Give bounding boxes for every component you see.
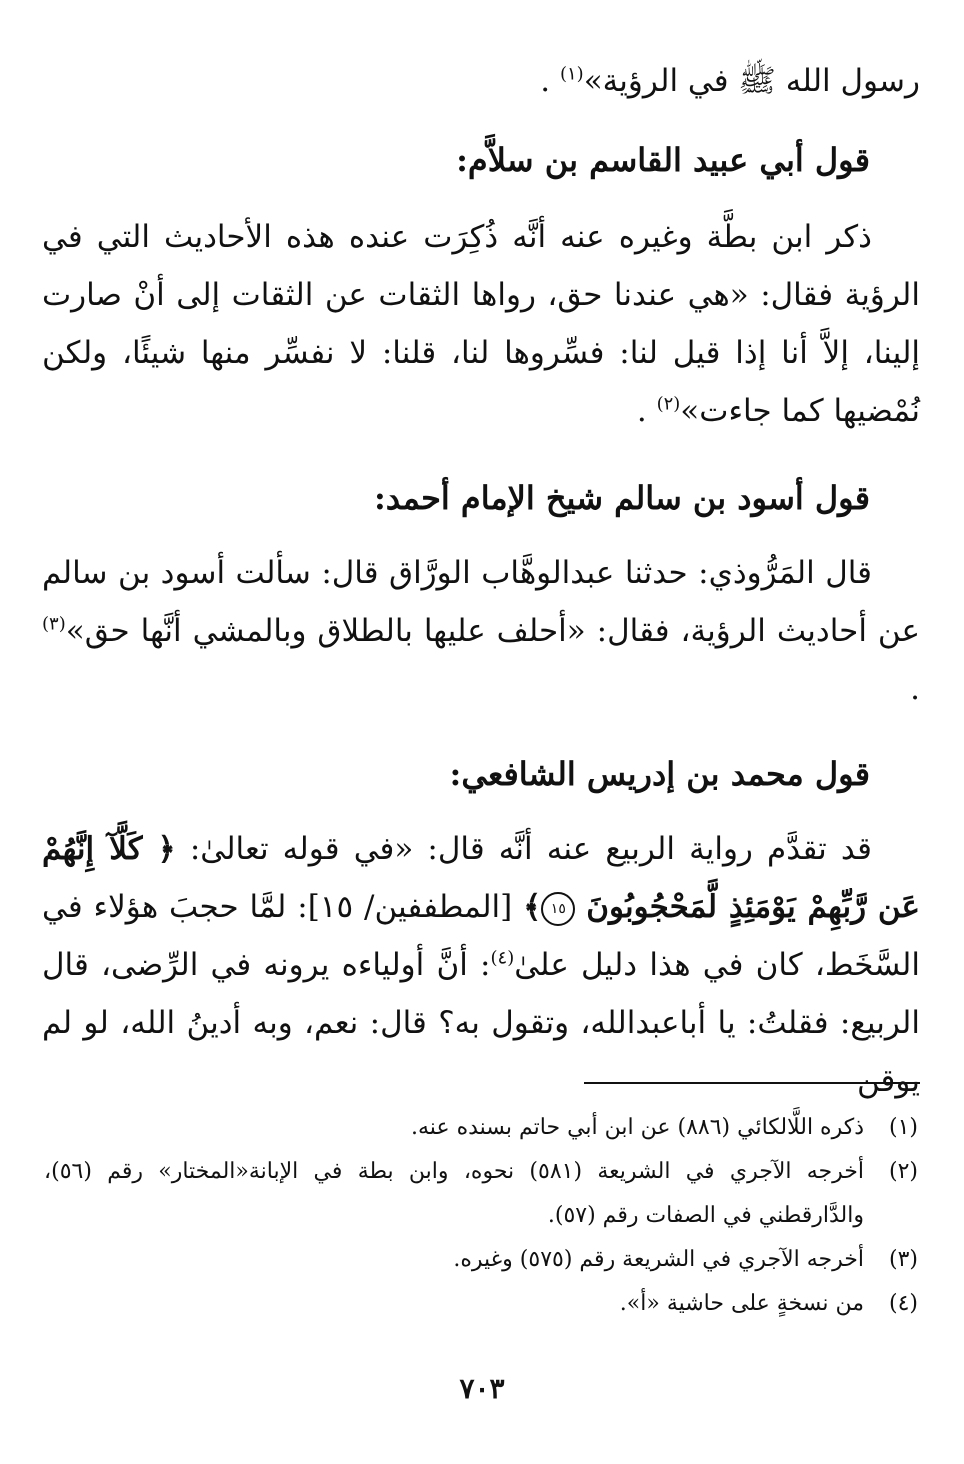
section-text-abu-ubaid-end: . — [636, 393, 647, 429]
section-text-shafii-end: : أنَّ أولياءه يرونه في الرِّضى، قال الربيع: فقلتُ: يا أباعبدالله، وتقول به؟ قال: نعم، وبه أدينُ الله، لو لم يوقن — [42, 947, 920, 1099]
footnote-text: ذكره اللَّالكائي (٨٨٦) عن ابن أبي حاتم بسنده عنه. — [411, 1115, 864, 1140]
footnote-text: أخرجه الآجري في الشريعة (٥٨١) نحوه، وابن بطة في الإبانة«المختار» رقم (٥٦)، والدَّارقطني في الصفات رقم (٥٧). — [44, 1159, 864, 1228]
footnote-number: (٢) — [888, 1159, 918, 1184]
quran-verse: ﴿ كَلَّآ إِنَّهُمْ عَن رَّبِّهِمْ يَوْمَئِذٍ لَّمَحْجُوبُونَ — [42, 831, 920, 925]
section-text-shafii-middle: : لمَّا حجبَ هؤلاء في السَّخَط، كان في هذا دليل علىٰ — [42, 889, 920, 983]
footnote-ref-1[interactable]: (١) — [559, 63, 584, 85]
footnote-item — [44, 1282, 918, 1326]
page-body — [42, 52, 920, 1110]
footnote-item — [44, 1106, 918, 1150]
section-text-aswad — [42, 544, 920, 718]
footnote-text: من نسخةٍ على حاشية «أ». — [619, 1291, 864, 1316]
section-text-shafii-intro: قد تقدَّم رواية الربيع عنه أنَّه قال: «في قوله تعالىٰ: — [189, 831, 872, 867]
footnote-separator — [584, 1082, 920, 1084]
section-heading-shafii: قول محمد بن إدريس الشافعي: — [449, 755, 870, 793]
section-text-shafii — [42, 820, 920, 1110]
section-heading-aswad: قول أسود بن سالم شيخ الإمام أحمد: — [373, 479, 870, 517]
section-text-abu-ubaid — [42, 208, 920, 440]
footnote-ref-4[interactable]: (٤) — [490, 947, 515, 969]
footnote-item — [44, 1238, 918, 1282]
page-number: ٧٠٣ — [459, 1372, 505, 1405]
footnote-number: (٤) — [888, 1291, 918, 1316]
section-text-aswad-body: قال المَرُّوذي: حدثنا عبدالوهَّاب الورَّاق قال: سألت أسود بن سالم عن أحاديث الرؤية، فقال: «أحلف عليها بالطلاق وبالمشي أنَّها حق» — [42, 555, 920, 649]
section-heading-abu-ubaid: قول أبي عبيد القاسم بن سلاَّم: — [456, 141, 870, 179]
section-text-aswad-end: . — [910, 671, 920, 707]
opening-line-end: . — [540, 63, 551, 99]
footnote-ref-3[interactable]: (٣) — [42, 613, 66, 635]
quran-close-bracket: ﴾ — [523, 889, 542, 925]
footnote-number: (١) — [888, 1115, 918, 1140]
quran-reference: [المطففين/ ١٥] — [307, 889, 513, 925]
opening-line-text: رسول الله ﷺ في الرؤية» — [583, 63, 920, 99]
footnote-number: (٣) — [888, 1247, 918, 1272]
footnote-text: أخرجه الآجري في الشريعة رقم (٥٧٥) وغيره. — [453, 1247, 864, 1272]
footnote-item — [44, 1150, 918, 1238]
footnotes — [44, 1106, 918, 1326]
ayah-number-icon: ١٥ — [541, 892, 575, 926]
opening-line — [42, 52, 920, 110]
section-text-abu-ubaid-body: ذكر ابن بطَّة وغيره عنه أنَّه ذُكِرَت عنده هذه الأحاديث التي في الرؤية فقال: «هي عندنا حق، رواها الثقات عن الثقات إلى أنْ صارت إلينا، إلاَّ أنا إذا قيل لنا: فسِّروها لنا، قلنا: لا نفسِّر منها شيئًا، ولكن نُمْضيها كما جاءت» — [42, 219, 920, 429]
footnote-ref-2[interactable]: (٢) — [656, 393, 681, 415]
